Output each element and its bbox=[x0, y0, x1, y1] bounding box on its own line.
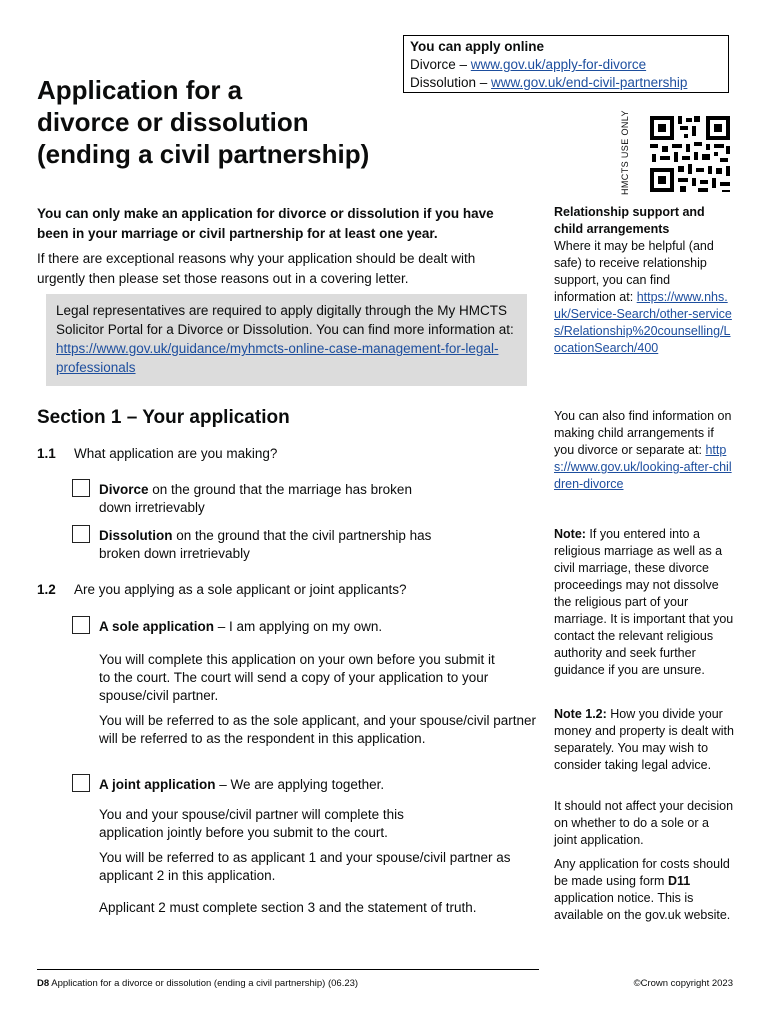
question-1-2-number: 1.2 bbox=[37, 582, 56, 597]
divorce-option-description: on the ground that the marriage has broken down irretrievably bbox=[99, 482, 412, 515]
joint-application-paragraph-3: Applicant 2 must complete section 3 and the statement of truth. bbox=[99, 900, 477, 915]
eligibility-notice: You can only make an application for divorce or dissolution if you have been in your marriage or civil partnership for at least one year. bbox=[37, 206, 494, 241]
footer-form-code: D8 bbox=[37, 978, 50, 989]
dissolution-prefix: Dissolution – bbox=[410, 75, 492, 90]
costs-note bbox=[554, 856, 734, 924]
urgent-reasons-notice: If there are exceptional reasons why your application should be dealt with urgently then please set those reasons out in a covering letter. bbox=[37, 251, 476, 286]
apply-for-divorce-link[interactable]: www.gov.uk/apply-for-divorce bbox=[470, 57, 647, 72]
costs-note-text-2: application notice. This is available on the gov.uk website. bbox=[554, 891, 731, 922]
relationship-support-block bbox=[554, 204, 734, 357]
relationship-support-text: Where it may be helpful (and safe) to receive relationship support, you can find information at: bbox=[554, 239, 714, 304]
note-1-2-label: Note 1.2: bbox=[554, 707, 607, 721]
relationship-support-heading: Relationship support and child arrangements bbox=[554, 205, 705, 236]
note-1-2 bbox=[554, 706, 734, 774]
sole-application-title: A sole application bbox=[99, 619, 215, 634]
dissolution-option-title: Dissolution bbox=[99, 528, 173, 543]
sole-application-label bbox=[99, 618, 539, 636]
looking-after-children-link[interactable]: https://www.gov.uk/looking-after-children-divorce bbox=[554, 443, 732, 491]
title-line-3: (ending a civil partnership) bbox=[37, 139, 370, 169]
end-civil-partnership-link[interactable]: www.gov.uk/end-civil-partnership bbox=[491, 75, 688, 90]
child-arrangements-block bbox=[554, 408, 734, 493]
divorce-option-title: Divorce bbox=[99, 482, 149, 497]
footer-divider bbox=[37, 969, 539, 970]
title-line-2: divorce or dissolution bbox=[37, 107, 309, 137]
legal-representatives-text: Legal representatives are required to apply digitally through the My HMCTS Solicitor Portal for a Divorce or Dissolution. You can find more information at: bbox=[56, 303, 514, 337]
costs-note-text-1: Any application for costs should be made using form bbox=[554, 857, 730, 888]
qr-code-icon bbox=[647, 113, 733, 195]
divorce-checkbox[interactable] bbox=[72, 479, 90, 497]
sole-application-paragraph-2: You will be referred to as the sole applicant, and your spouse/civil partner will be referred to as the respondent in this application. bbox=[99, 713, 537, 746]
section-1-heading: Section 1 – Your application bbox=[37, 407, 290, 428]
footer-form-title: Application for a divorce or dissolution (ending a civil partnership) (06.23) bbox=[49, 978, 359, 989]
question-1-1-number: 1.1 bbox=[37, 446, 56, 461]
question-1-1-text: What application are you making? bbox=[74, 446, 278, 461]
sole-application-description: – I am applying on my own. bbox=[214, 619, 383, 634]
page-title bbox=[37, 74, 369, 170]
apply-online-box bbox=[403, 35, 729, 93]
joint-application-paragraph-1: You and your spouse/civil partner will complete this application jointly before you submit to the court. bbox=[99, 807, 404, 840]
footer-form-reference bbox=[37, 978, 358, 989]
d11-form-code: D11 bbox=[667, 874, 691, 888]
legal-representatives-box bbox=[46, 294, 527, 386]
divorce-online-line bbox=[410, 56, 722, 74]
joint-application-paragraph-2: You will be referred to as applicant 1 and your spouse/civil partner as applicant 2 in this application. bbox=[99, 850, 511, 883]
note-1-2-text: How you divide your money and property is dealt with separately. You may wish to consider taking legal advice. bbox=[554, 707, 734, 772]
child-arrangements-text: You can also find information on making child arrangements if you divorce or separate at: bbox=[554, 409, 732, 457]
joint-application-title: A joint application bbox=[99, 777, 216, 792]
dissolution-online-line bbox=[410, 74, 722, 92]
sole-application-checkbox[interactable] bbox=[72, 616, 90, 634]
dissolution-option-label bbox=[99, 527, 469, 563]
hmcts-use-only-label: HMCTS USE ONLY bbox=[620, 110, 630, 195]
note-label: Note: bbox=[554, 527, 586, 541]
divorce-prefix: Divorce – bbox=[410, 57, 471, 72]
title-line-1: Application for a bbox=[37, 75, 243, 105]
apply-online-heading: You can apply online bbox=[410, 39, 545, 54]
joint-application-checkbox[interactable] bbox=[72, 774, 90, 792]
myhmcts-guidance-link[interactable]: https://www.gov.uk/guidance/myhmcts-online-case-management-for-legal-professionals bbox=[56, 341, 499, 375]
nhs-relationship-counselling-link[interactable]: https://www.nhs.uk/Service-Search/other-services/Relationship%20counselling/LocationSearch/400 bbox=[554, 290, 732, 355]
dissolution-checkbox[interactable] bbox=[72, 525, 90, 543]
question-1-2-text: Are you applying as a sole applicant or joint applicants? bbox=[74, 582, 407, 597]
joint-application-description: – We are applying together. bbox=[215, 777, 385, 792]
footer-copyright: ©Crown copyright 2023 bbox=[633, 978, 733, 989]
religious-marriage-note-text: If you entered into a religious marriage as well as a civil marriage, these divorce proceedings may not dissolve the religious part of your marriage. It is important that you contact the relevant religious authority and seek further guidance if you are unsure. bbox=[554, 527, 734, 677]
joint-application-label bbox=[99, 776, 539, 794]
dissolution-option-description: on the ground that the civil partnership has broken down irretrievably bbox=[99, 528, 432, 561]
decision-note: It should not affect your decision on whether to do a sole or a joint application. bbox=[554, 799, 734, 847]
divorce-option-label bbox=[99, 481, 429, 517]
religious-marriage-note bbox=[554, 526, 734, 679]
sole-application-paragraph-1: You will complete this application on your own before you submit it to the court. The court will send a copy of your application to your spouse/civil partner. bbox=[99, 652, 495, 703]
